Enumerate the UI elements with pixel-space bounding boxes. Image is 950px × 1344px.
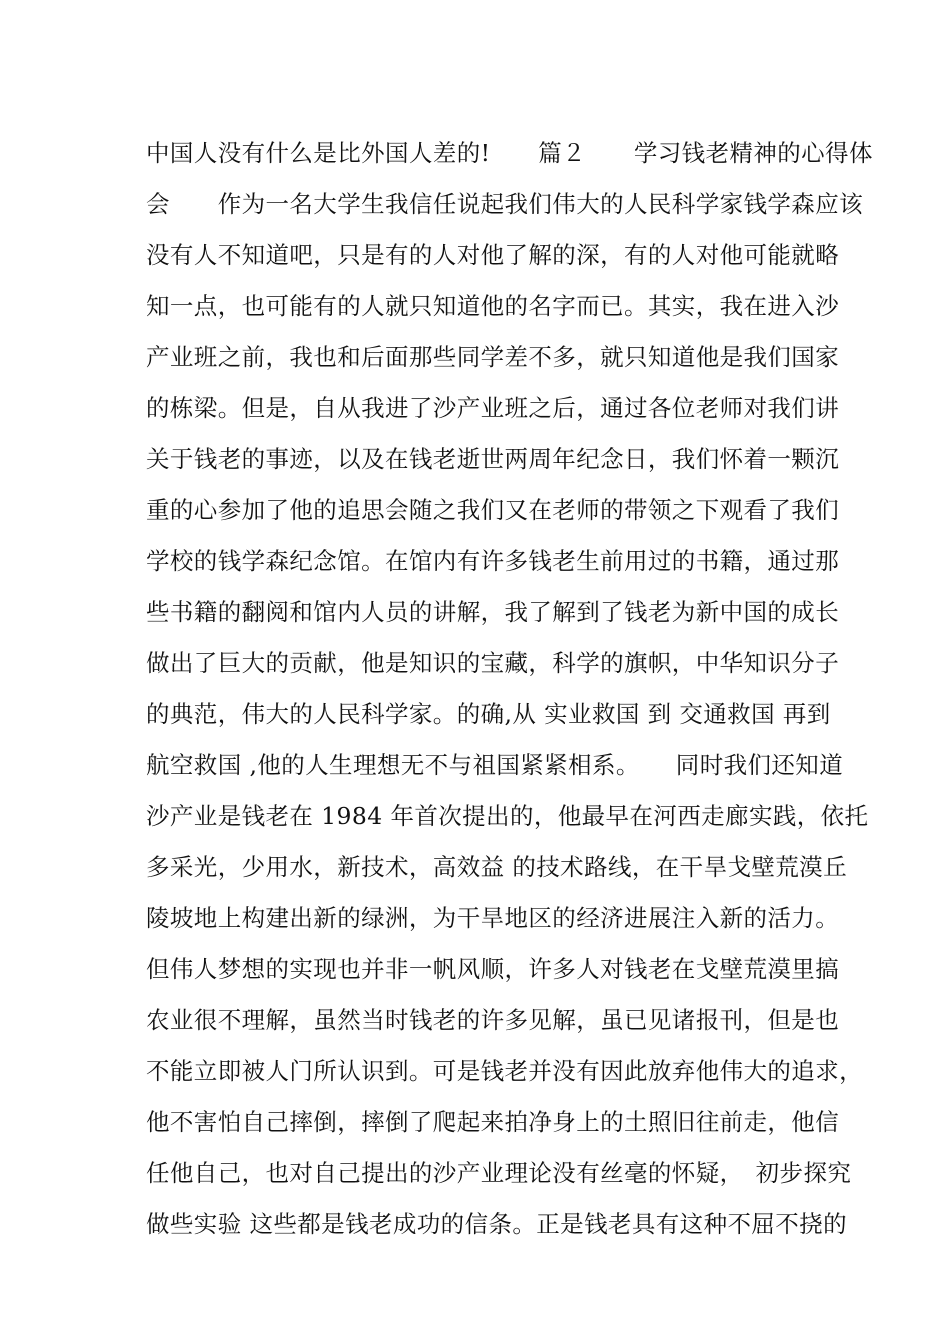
text-line: 些书籍的翻阅和馆内人员的讲解，我了解到了钱老为新中国的成长: [146, 598, 840, 626]
text-line: 不能立即被人门所认识到。可是钱老并没有因此放弃他伟大的追求，: [146, 1057, 863, 1085]
text-line: 但伟人梦想的实现也并非一帆风顺，许多人对钱老在戈壁荒漠里搞: [146, 955, 840, 983]
text-line: 陵坡地上构建出新的绿洲，为干旱地区的经济进展注入新的活力。: [146, 904, 840, 932]
text-line: 任他自己，也对自己提出的沙产业理论没有丝毫的怀疑， 初步探究: [146, 1159, 852, 1187]
text-line: 学校的钱学森纪念馆。在馆内有许多钱老生前用过的书籍，通过那: [146, 547, 840, 575]
text-line: 航空救国 ,他的人生理想无不与祖国紧紧相系。 同时我们还知道: [146, 751, 844, 779]
text-line: 的典范，伟大的人民科学家。的确,从 实业救国 到 交通救国 再到: [146, 700, 831, 728]
body-text: [146, 131, 873, 1253]
text-line: 做些实验 这些都是钱老成功的信条。正是钱老具有这种不屈不挠的: [146, 1210, 847, 1238]
text-line: 的栋梁。但是，自从我进了沙产业班之后，通过各位老师对我们讲: [146, 394, 840, 422]
text-line: 农业很不理解，虽然当时钱老的许多见解，虽已见诸报刊，但是也: [146, 1006, 840, 1034]
text-line: 做出了巨大的贡献，他是知识的宝藏，科学的旗帜，中华知识分子: [146, 649, 840, 677]
text-line: 多采光，少用水，新技术，高效益 的技术路线，在干旱戈壁荒漠丘: [146, 853, 847, 881]
text-line: 知一点，也可能有的人就只知道他的名字而已。其实，我在进入沙: [146, 292, 840, 320]
text-line: 关于钱老的事迹，以及在钱老逝世两周年纪念日，我们怀着一颗沉: [146, 445, 840, 473]
text-line: 没有人不知道吧，只是有的人对他了解的深，有的人对他可能就略: [146, 241, 840, 269]
text-line: 产业班之前，我也和后面那些同学差不多，就只知道他是我们国家: [146, 343, 840, 371]
text-line: 会 作为一名大学生我信任说起我们伟大的人民科学家钱学森应该: [146, 190, 863, 218]
text-line: 沙产业是钱老在 1984 年首次提出的，他最早在河西走廊实践，依托: [146, 802, 869, 830]
text-line: 他不害怕自己摔倒，摔倒了爬起来拍净身上的土照旧往前走，他信: [146, 1108, 840, 1136]
text-line: 中国人没有什么是比外国人差的! 篇２ 学习钱老精神的心得体: [146, 139, 873, 167]
text-line: 重的心参加了他的追思会随之我们又在老师的带领之下观看了我们: [146, 496, 840, 524]
